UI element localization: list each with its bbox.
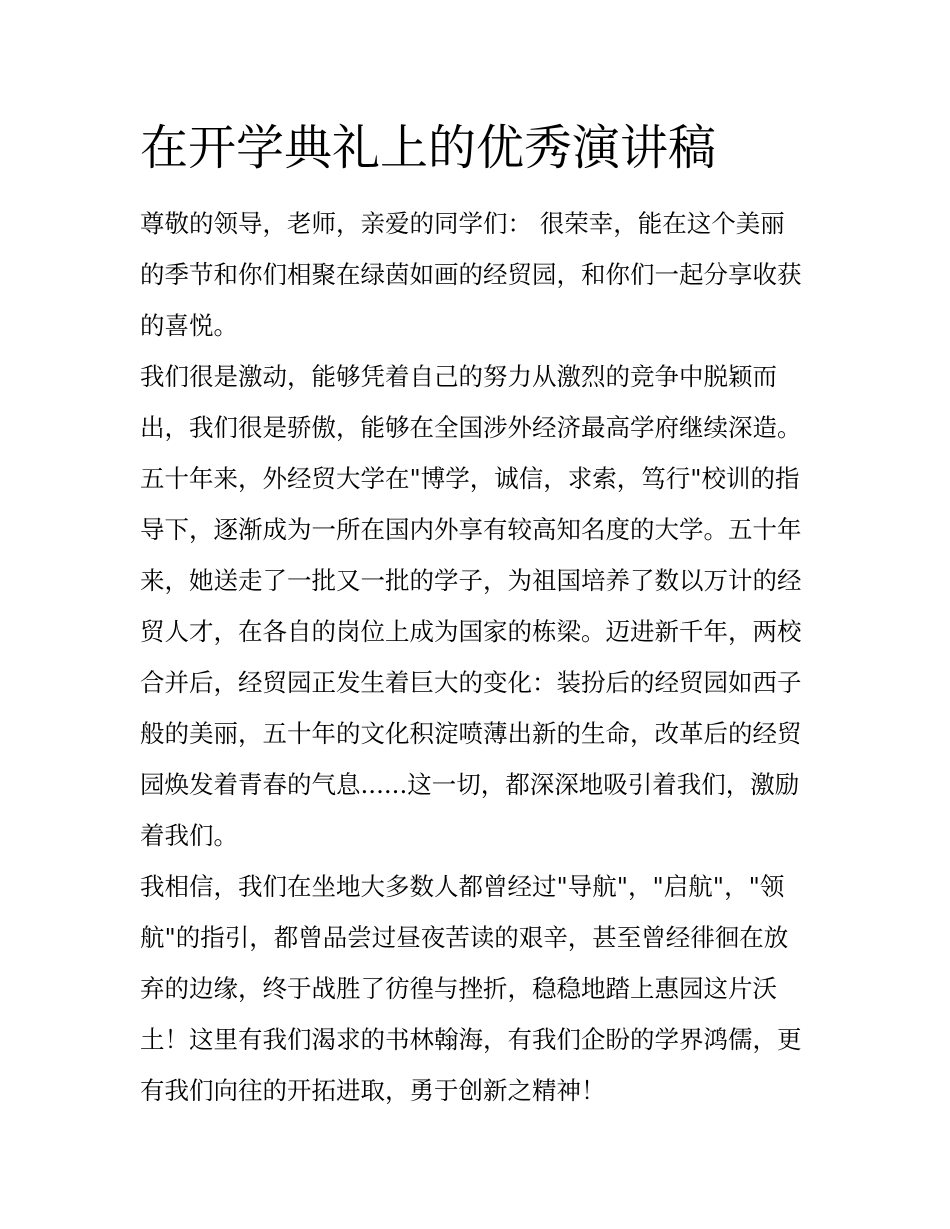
- text-line: 的喜悦。: [140, 311, 238, 340]
- text-line: 五十年来，外经贸大学在"博学，诚信，求索，笃行"校训的指: [140, 464, 800, 493]
- text-line: 我相信，我们在坐地大多数人都曾经过"导航"，"启航"，"领: [140, 872, 785, 901]
- text-line: 贸人才，在各自的岗位上成为国家的栋梁。迈进新千年，两校: [140, 617, 802, 646]
- text-line: 来，她送走了一批又一批的学子，为祖国培养了数以万计的经: [140, 566, 802, 595]
- text-line: 般的美丽，五十年的文化积淀喷薄出新的生命，改革后的经贸: [140, 719, 802, 748]
- text-line: 尊敬的领导，老师，亲爱的同学们： 很荣幸，能在这个美丽: [140, 209, 785, 238]
- text-line: 土！这里有我们渴求的书林翰海，有我们企盼的学界鸿儒，更: [140, 1025, 802, 1054]
- text-line: 的季节和你们相聚在绿茵如画的经贸园，和你们一起分享收获: [140, 260, 802, 289]
- text-line: 出，我们很是骄傲，能够在全国涉外经济最高学府继续深造。: [140, 413, 802, 442]
- text-line: 有我们向往的开拓进取，勇于创新之精神！: [140, 1076, 606, 1105]
- text-line: 着我们。: [140, 821, 238, 850]
- text-line: 导下，逐渐成为一所在国内外享有较高知名度的大学。五十年: [140, 515, 802, 544]
- page-title: 在开学典礼上的优秀演讲稿: [140, 120, 717, 176]
- text-line: 航"的指引，都曾品尝过昼夜苦读的艰辛，甚至曾经徘徊在放: [140, 923, 789, 952]
- body-text: [140, 198, 820, 1116]
- text-line: 我们很是激动，能够凭着自己的努力从激烈的竞争中脱颖而: [140, 362, 777, 391]
- text-line: 合并后，经贸园正发生着巨大的变化：装扮后的经贸园如西子: [140, 668, 802, 697]
- text-line: 园焕发着青春的气息......这一切，都深深地吸引着我们，激励: [140, 770, 800, 799]
- text-line: 弃的边缘，终于战胜了彷徨与挫折，稳稳地踏上惠园这片沃: [140, 974, 777, 1003]
